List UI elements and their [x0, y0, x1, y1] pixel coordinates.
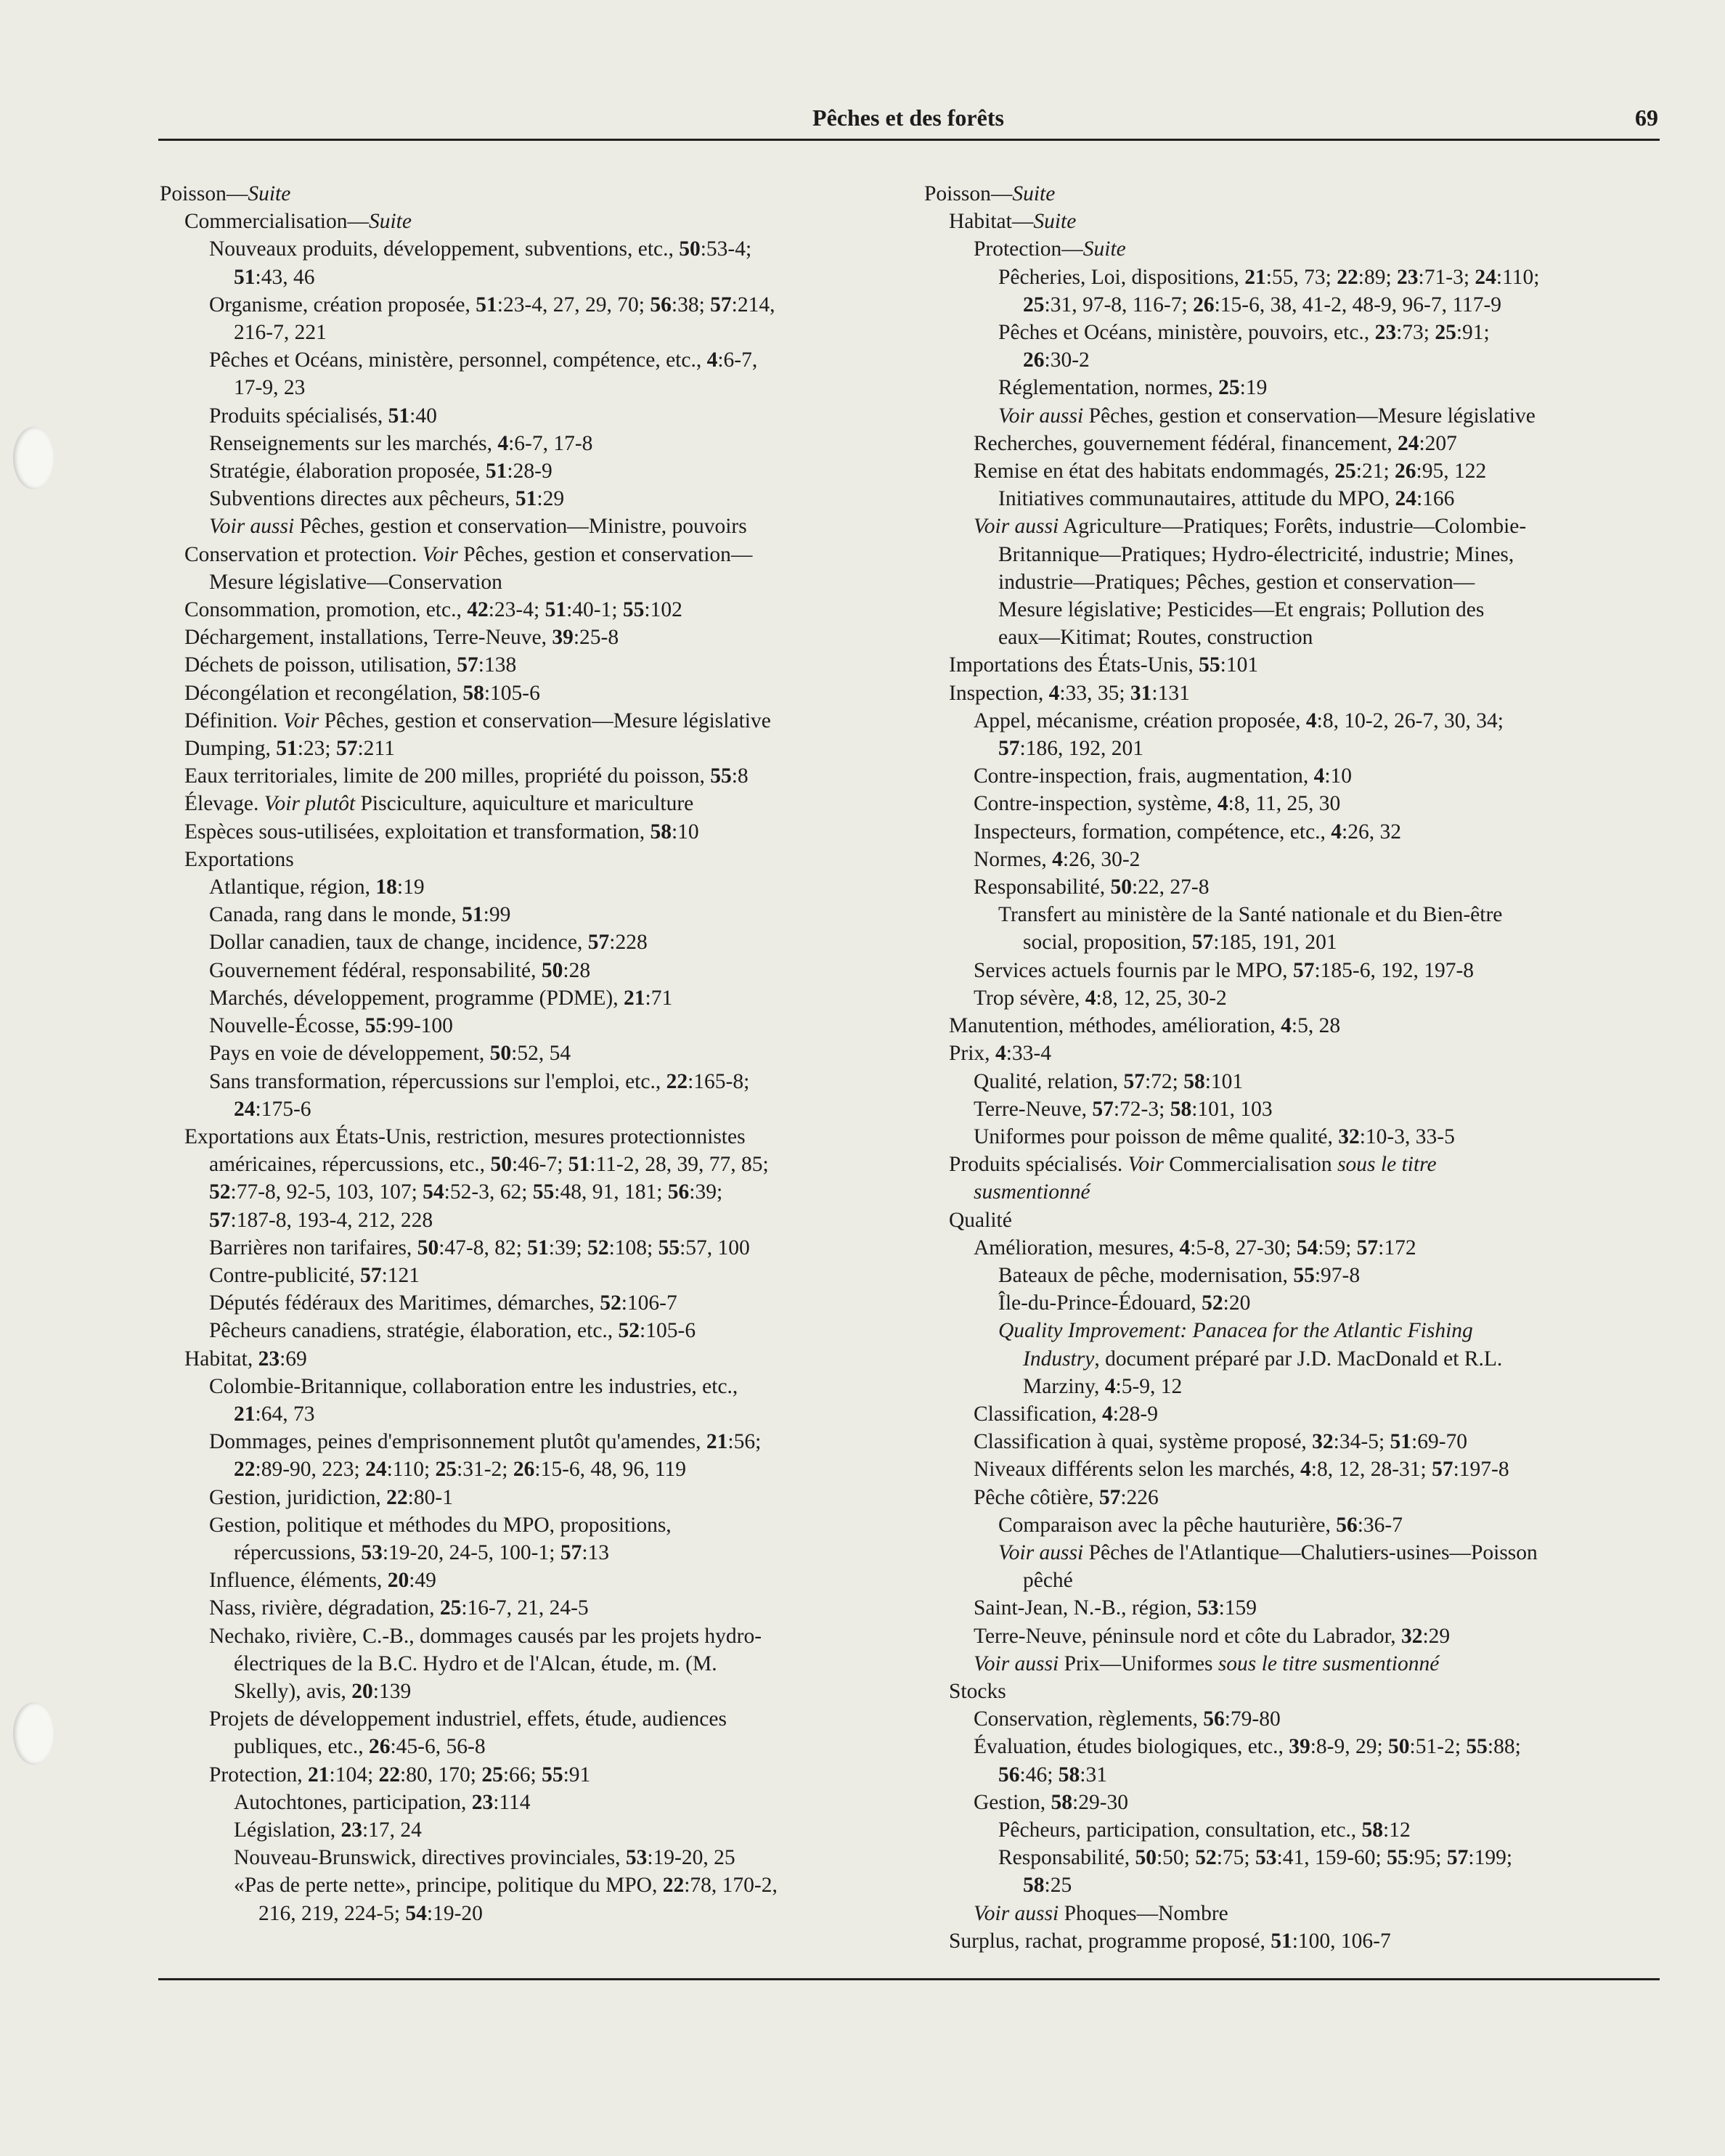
index-entry: Nouveaux produits, développement, subventions, etc., 50:53-4; 51:43, 46: [209, 237, 752, 289]
index-entry: Voir aussi Prix—Uniformes sous le titre susmentionné: [974, 1651, 1440, 1675]
index-entry: Inspecteurs, formation, compétence, etc., 4:26, 32: [974, 820, 1401, 844]
index-entry: Prix, 4:33-4: [949, 1042, 1051, 1066]
index-entry: Voir aussi Pêches de l'Atlantique—Chalutiers-usines—Poisson pêché: [998, 1540, 1538, 1593]
index-entry: Manutention, méthodes, amélioration, 4:5, 28: [949, 1014, 1341, 1038]
index-entry: Décongélation et recongélation, 58:105-6: [184, 681, 540, 705]
index-entry: Responsabilité, 50:22, 27-8: [974, 875, 1210, 899]
index-entry: Organisme, création proposée, 51:23-4, 27, 29, 70; 56:38; 57:214, 216-7, 221: [209, 293, 775, 345]
binder-hole-top: [13, 427, 54, 489]
index-entry: Contre-inspection, système, 4:8, 11, 25, 30: [974, 792, 1341, 816]
index-entry: Normes, 4:26, 30-2: [974, 847, 1141, 871]
index-entry: Nass, rivière, dégradation, 25:16-7, 21, 24-5: [209, 1596, 589, 1620]
index-entry: Nouvelle-Écosse, 55:99-100: [209, 1014, 453, 1038]
index-entry: Évaluation, études biologiques, etc., 39:8-9, 29; 50:51-2; 55:88; 56:46; 58:31: [974, 1735, 1521, 1787]
index-entry: Colombie-Britannique, collaboration entre les industries, etc., 21:64, 73: [209, 1374, 738, 1426]
index-entry: Qualité: [949, 1208, 1012, 1232]
index-entry: Conservation, règlements, 56:79-80: [974, 1707, 1281, 1731]
index-entry: Pays en voie de développement, 50:52, 54: [209, 1042, 571, 1066]
right-column: [924, 180, 1679, 1955]
index-entry: Espèces sous-utilisées, exploitation et transformation, 58:10: [184, 820, 699, 844]
index-entry: Gestion, politique et méthodes du MPO, propositions, répercussions, 53:19-20, 24-5, 100-1; 57:13: [209, 1513, 672, 1564]
header-title: Pêches et des forêts: [812, 105, 1004, 131]
index-entry: Produits spécialisés, 51:40: [209, 404, 437, 428]
index-entry: Nouveau-Brunswick, directives provinciales, 53:19-20, 25: [234, 1846, 735, 1870]
index-entry: Poisson—Suite: [924, 182, 1056, 205]
index-entry: Pêches et Océans, ministère, pouvoirs, etc., 23:73; 25:91; 26:30-2: [998, 321, 1490, 372]
index-entry: Remise en état des habitats endommagés, 25:21; 26:95, 122: [974, 460, 1487, 483]
left-column: [160, 180, 915, 1927]
index-entry: Définition. Voir Pêches, gestion et conservation—Mesure législative: [184, 709, 771, 732]
index-entry: Comparaison avec la pêche hauturière, 56:36-7: [998, 1513, 1403, 1537]
index-entry: Voir aussi Phoques—Nombre: [974, 1901, 1228, 1925]
index-entry: Législation, 23:17, 24: [234, 1818, 422, 1842]
index-entry: Influence, éléments, 20:49: [209, 1569, 436, 1593]
running-header: [158, 102, 1658, 134]
index-entry: Gestion, 58:29-30: [974, 1790, 1129, 1814]
index-entry: Réglementation, normes, 25:19: [998, 376, 1268, 400]
index-entry: Poisson—Suite: [160, 182, 291, 205]
index-entry: Dommages, peines d'emprisonnement plutôt qu'amendes, 21:56; 22:89-90, 223; 24:110; 25:31-2; 26:15-6, 48, 96, 119: [209, 1430, 762, 1482]
header-rule: [158, 139, 1660, 141]
index-entry: Commercialisation—Suite: [184, 210, 412, 234]
index-entry: Conservation et protection. Voir Pêches, gestion et conservation— Mesure législative—Conservation: [184, 542, 753, 594]
index-entry: Marchés, développement, programme (PDME), 21:71: [209, 986, 673, 1010]
index-entry: Canada, rang dans le monde, 51:99: [209, 903, 511, 927]
index-entry: Stratégie, élaboration proposée, 51:28-9: [209, 460, 552, 483]
index-entry: Contre-inspection, frais, augmentation, 4:10: [974, 764, 1353, 788]
index-entry: Bateaux de pêche, modernisation, 55:97-8: [998, 1263, 1361, 1287]
index-entry: Quality Improvement: Panacea for the Atlantic Fishing Industry, document préparé par J.D. MacDonald et R.L. Marziny, 4:5-9, 12: [998, 1319, 1503, 1398]
index-entry: Renseignements sur les marchés, 4:6-7, 17-8: [209, 431, 593, 455]
binder-hole-bottom: [13, 1702, 54, 1765]
index-entry: Recherches, gouvernement fédéral, financement, 24:207: [974, 431, 1457, 455]
index-entry: Classification, 4:28-9: [974, 1402, 1159, 1426]
index-entry: Voir aussi Agriculture—Pratiques; Forêts, industrie—Colombie- Britannique—Pratiques; Hydro-électricité, industrie; Mines, industrie—Pratiques; Pêches, gestion et conservation— Mesure législative; Pesticides—Et engrais; Pollution des eaux—Kitimat; Routes, construction: [974, 515, 1527, 650]
index-entry: Appel, mécanisme, création proposée, 4:8, 10-2, 26-7, 30, 34; 57:186, 192, 201: [974, 709, 1504, 761]
index-entry: Exportations aux États-Unis, restriction, mesures protectionnistes américaines, répercussions, etc., 50:46-7; 51:11-2, 28, 39, 77, 85; 52:77-8, 92-5, 103, 107; 54:52-3, 62; 55:48, 91, 181; 56:39; 57:187-8, 193-4, 212, 228: [184, 1124, 769, 1232]
index-entry: Contre-publicité, 57:121: [209, 1263, 420, 1287]
index-entry: Terre-Neuve, 57:72-3; 58:101, 103: [974, 1097, 1273, 1121]
index-entry: Habitat, 23:69: [184, 1347, 307, 1371]
index-entry: Amélioration, mesures, 4:5-8, 27-30; 54:59; 57:172: [974, 1236, 1416, 1259]
index-entry: Dumping, 51:23; 57:211: [184, 737, 395, 761]
index-entry: Pêches et Océans, ministère, personnel, compétence, etc., 4:6-7, 17-9, 23: [209, 348, 758, 400]
page-number: 69: [1635, 105, 1658, 131]
index-entry: Pêche côtière, 57:226: [974, 1485, 1159, 1509]
index-entry: Services actuels fournis par le MPO, 57:185-6, 192, 197-8: [974, 958, 1475, 982]
index-entry: Eaux territoriales, limite de 200 milles, propriété du poisson, 55:8: [184, 764, 749, 788]
index-entry: Uniformes pour poisson de même qualité, 32:10-3, 33-5: [974, 1124, 1455, 1148]
index-entry: Qualité, relation, 57:72; 58:101: [974, 1069, 1244, 1093]
index-entry: Produits spécialisés. Voir Commercialisation sous le titre susmentionné: [949, 1153, 1437, 1204]
index-entry: Pêcheries, Loi, dispositions, 21:55, 73; 22:89; 23:71-3; 24:110; 25:31, 97-8, 116-7; 26:15-6, 38, 41-2, 48-9, 96-7, 117-9: [998, 265, 1540, 317]
index-entry: Dollar canadien, taux de change, incidence, 57:228: [209, 931, 648, 955]
index-entry: Transfert au ministère de la Santé nationale et du Bien-être social, proposition, 57:185, 191, 201: [998, 903, 1503, 955]
index-entry: Députés fédéraux des Maritimes, démarches, 52:106-7: [209, 1291, 677, 1315]
index-entry: Inspection, 4:33, 35; 31:131: [949, 681, 1190, 705]
index-entry: Élevage. Voir plutôt Pisciculture, aquiculture et mariculture: [184, 792, 694, 816]
index-entry: Sans transformation, répercussions sur l'emploi, etc., 22:165-8; 24:175-6: [209, 1069, 750, 1121]
index-entry: Saint-Jean, N.-B., région, 53:159: [974, 1596, 1257, 1620]
index-entry: Déchets de poisson, utilisation, 57:138: [184, 653, 517, 677]
index-entry: Autochtones, participation, 23:114: [234, 1790, 531, 1814]
index-entry: Responsabilité, 50:50; 52:75; 53:41, 159-60; 55:95; 57:199; 58:25: [998, 1846, 1513, 1898]
index-entry: Classification à quai, système proposé, 32:34-5; 51:69-70: [974, 1430, 1468, 1454]
index-entry: Voir aussi Pêches, gestion et conservation—Mesure législative: [998, 404, 1536, 428]
index-entry: Protection—Suite: [974, 237, 1126, 261]
index-entry: Île-du-Prince-Édouard, 52:20: [998, 1291, 1251, 1315]
index-entry: «Pas de perte nette», principe, politique du MPO, 22:78, 170-2, 216, 219, 224-5; 54:19-20: [234, 1874, 778, 1925]
index-entry: Projets de développement industriel, effets, étude, audiences publiques, etc., 26:45-6, 56-8: [209, 1707, 727, 1759]
index-entry: Stocks: [949, 1679, 1006, 1703]
index-entry: Pêcheurs canadiens, stratégie, élaboration, etc., 52:105-6: [209, 1319, 696, 1343]
index-entry: Atlantique, région, 18:19: [209, 875, 425, 899]
index-entry: Barrières non tarifaires, 50:47-8, 82; 51:39; 52:108; 55:57, 100: [209, 1236, 750, 1259]
index-entry: Habitat—Suite: [949, 210, 1077, 234]
index-entry: Protection, 21:104; 22:80, 170; 25:66; 55:91: [209, 1763, 591, 1787]
index-entry: Terre-Neuve, péninsule nord et côte du Labrador, 32:29: [974, 1624, 1451, 1648]
index-entry: Pêcheurs, participation, consultation, etc., 58:12: [998, 1818, 1411, 1842]
footer-rule: [158, 1978, 1660, 1980]
index-entry: Niveaux différents selon les marchés, 4:8, 12, 28-31; 57:197-8: [974, 1458, 1509, 1482]
index-entry: Initiatives communautaires, attitude du MPO, 24:166: [998, 487, 1455, 511]
index-entry: Consommation, promotion, etc., 42:23-4; 51:40-1; 55:102: [184, 598, 682, 622]
index-entry: Gouvernement fédéral, responsabilité, 50:28: [209, 958, 591, 982]
index-entry: Déchargement, installations, Terre-Neuve, 39:25-8: [184, 626, 619, 650]
index-entry: Voir aussi Pêches, gestion et conservation—Ministre, pouvoirs: [209, 515, 747, 539]
index-entry: Exportations: [184, 847, 294, 871]
index-entry: Surplus, rachat, programme proposé, 51:100, 106-7: [949, 1929, 1391, 1953]
index-entry: Trop sévère, 4:8, 12, 25, 30-2: [974, 986, 1227, 1010]
index-entry: Nechako, rivière, C.-B., dommages causés par les projets hydro- électriques de la B.C. Hydro et de l'Alcan, étude, m. (M. Skelly), avis, 20:139: [209, 1624, 762, 1703]
index-entry: Gestion, juridiction, 22:80-1: [209, 1485, 453, 1509]
index-entry: Importations des États-Unis, 55:101: [949, 653, 1259, 677]
index-entry: Subventions directes aux pêcheurs, 51:29: [209, 487, 565, 511]
